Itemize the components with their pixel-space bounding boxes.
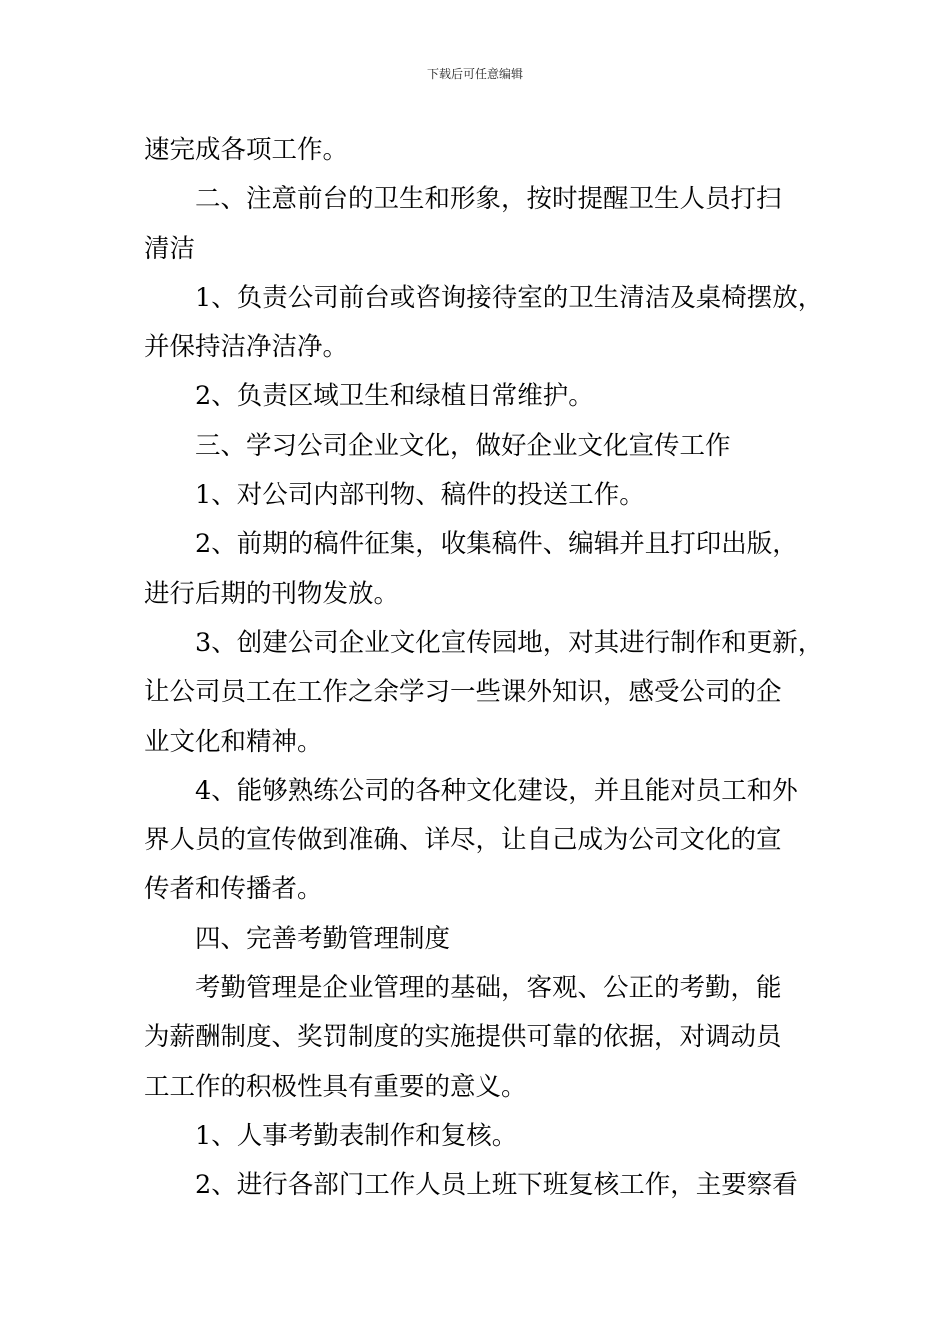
paragraph-line: 清洁	[144, 233, 196, 264]
paragraph	[144, 767, 812, 915]
paragraph-line: 1、对公司内部刊物、稿件的投送工作。	[195, 480, 645, 511]
paragraph	[144, 471, 812, 520]
paragraph-line: 四、完善考勤管理制度	[195, 923, 451, 954]
paragraph	[144, 126, 812, 175]
paragraph-line: 1、负责公司前台或咨询接待室的卫生清洁及桌椅摆放，	[195, 282, 824, 313]
paragraph-line: 2、进行各部门工作人员上班下班复核工作，主要察看	[195, 1170, 798, 1201]
paragraph	[144, 422, 812, 471]
paragraph-line: 让公司员工在工作之余学习一些课外知识，感受公司的企	[144, 677, 782, 708]
paragraph	[144, 1112, 812, 1161]
paragraph	[144, 1161, 812, 1210]
paragraph	[144, 175, 812, 274]
paragraph	[144, 964, 812, 1112]
paragraph-line: 传者和传播者。	[144, 874, 323, 905]
paragraph	[144, 619, 824, 767]
paragraph-line: 考勤管理是企业管理的基础，客观、公正的考勤，能	[195, 973, 782, 1004]
paragraph-line: 1、人事考勤表制作和复核。	[195, 1120, 518, 1151]
paragraph-line: 并保持洁净洁净。	[144, 332, 349, 363]
paragraph-line: 2、负责区域卫生和绿植日常维护。	[195, 381, 594, 412]
paragraph-line: 为薪酬制度、奖罚制度的实施提供可靠的依据，对调动员	[144, 1022, 782, 1053]
paragraph-line: 二、注意前台的卫生和形象，按时提醒卫生人员打扫	[195, 184, 782, 215]
document-body	[144, 126, 824, 1211]
paragraph-line: 界人员的宣传做到准确、详尽，让自己成为公司文化的宣	[144, 825, 782, 856]
paragraph-line: 4、能够熟练公司的各种文化建设，并且能对员工和外	[195, 775, 798, 806]
paragraph-line: 速完成各项工作。	[144, 135, 349, 165]
paragraph-line: 进行后期的刊物发放。	[144, 578, 400, 609]
paragraph-line: 3、创建公司企业文化宣传园地，对其进行制作和更新，	[195, 627, 824, 658]
paragraph-line: 业文化和精神。	[144, 726, 323, 757]
paragraph	[144, 520, 812, 619]
paragraph	[144, 274, 824, 373]
paragraph	[144, 915, 812, 964]
paragraph-line: 2、前期的稿件征集，收集稿件、编辑并且打印出版，	[195, 529, 798, 560]
paragraph	[144, 372, 812, 421]
paragraph-line: 三、学习公司企业文化，做好企业文化宣传工作	[195, 430, 731, 461]
paragraph-line: 工工作的积极性具有重要的意义。	[144, 1071, 527, 1102]
page-header-note: 下载后可任意编辑	[426, 67, 523, 81]
